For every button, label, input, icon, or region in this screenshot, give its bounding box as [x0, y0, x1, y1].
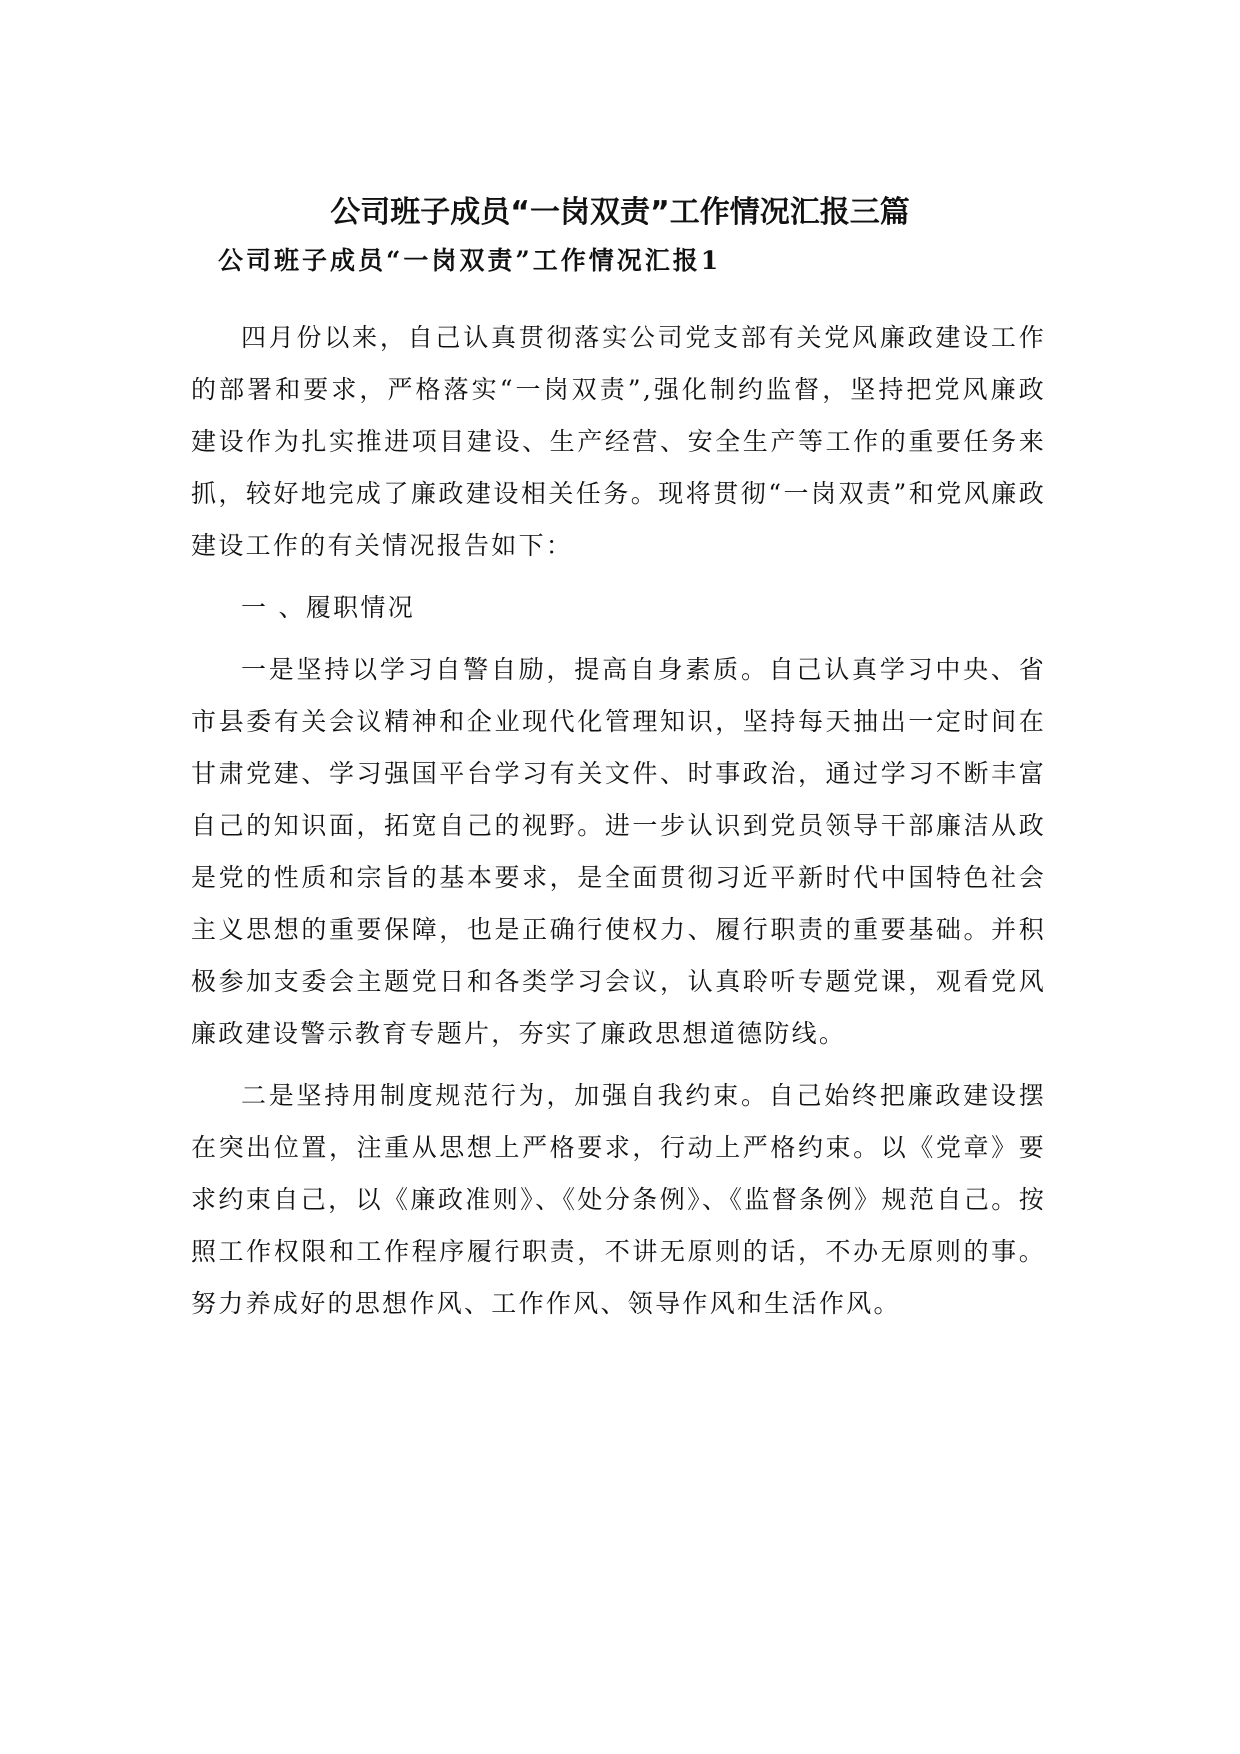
paragraph-regulation: 二是坚持用制度规范行为，加强自我约束。自己始终把廉政建设摆在突出位置，注重从思想上严格要求，行动上严格约束。以《党章》要求约束自己，以《廉政准则》、《处分条例》、《监督条例》规范自己。按照工作权限和工作程序履行职责，不讲无原则的话，不办无原则的事。努力养成好的思想作风、工作作风、领导作风和生活作风。	[191, 1081, 1046, 1318]
paragraph-study: 一是坚持以学习自警自励，提高自身素质。自己认真学习中央、省市县委有关会议精神和企业现代化管理知识，坚持每天抽出一定时间在甘肃党建、学习强国平台学习有关文件、时事政治，通过学习不断丰富自己的知识面，拓宽自己的视野。进一步认识到党员领导干部廉洁从政是党的性质和宗旨的基本要求，是全面贯彻习近平新时代中国特色社会主义思想的重要保障，也是正确行使权力、履行职责的重要基础。并积极参加支委会主题党日和各类学习会议，认真聆听专题党课，观看党风廉政建设警示教育专题片，夯实了廉政思想道德防线。	[191, 655, 1046, 1048]
paragraph-heading-duty: 一 、履职情况	[241, 593, 416, 622]
document-title: 公司班子成员“一岗双责”工作情况汇报三篇	[330, 195, 910, 230]
document-body	[191, 312, 1046, 1330]
paragraph-intro: 四月份以来，自己认真贯彻落实公司党支部有关党风廉政建设工作的部署和要求，严格落实“一岗双责”,强化制约监督，坚持把党风廉政建设作为扎实推进项目建设、生产经营、安全生产等工作的重要任务来抓，较好地完成了廉政建设相关任务。现将贯彻“一岗双责”和党风廉政建设工作的有关情况报告如下：	[191, 323, 1046, 560]
section-heading: 公司班子成员“一岗双责”工作情况汇报1	[218, 246, 722, 275]
